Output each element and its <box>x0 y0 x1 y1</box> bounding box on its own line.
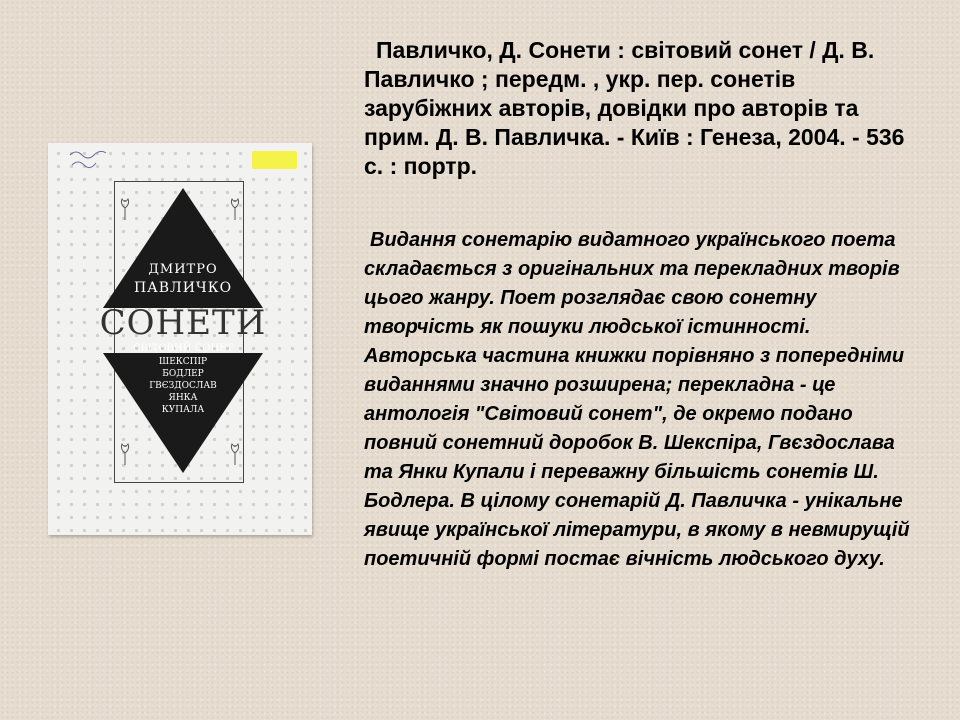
cover-name: ЯНКА <box>168 393 198 403</box>
cover-author <box>108 261 258 297</box>
book-annotation: Видання сонетарію видатного українського поета складається з оригінальних та перекладних творів цього жанру. Поет розглядає свою сонетну творчість як пошуки людської істинності. Авторська частина книжки порівняно з попередніми виданнями значно розширена; перекладна - це антологія "Світовий сонет", де окремо подано повний сонетний доробок В. Шекспіра, Гвєздослава та Янки Купали і переважну більшість сонетів Ш. Бодлера. В цілому сонетарій Д. Павличка - унікальне явище української літератури, в якому в невмирущій поетичній формі постає вічність людського духу. <box>364 229 910 570</box>
cover-name: ГВЄЗДОСЛАВ <box>149 381 217 391</box>
cover-author-last: ПАВЛИЧКО <box>133 280 233 296</box>
book-cover <box>48 143 312 535</box>
library-sticker <box>252 151 297 169</box>
tulip-ornament-icon <box>230 198 240 220</box>
tulip-ornament-icon <box>230 443 240 465</box>
bibliographic-citation: Павличко, Д. Сонети : світовий сонет / Д. В. Павличко ; передм. , укр. пер. сонетів зарубіжних авторів, довідки про авторів та прим. Д. В. Павличка. - Київ : Генеза, 2004. - 536 с. : портр. <box>364 37 905 179</box>
cover-names <box>118 343 248 416</box>
tulip-ornament-icon <box>120 443 130 465</box>
cover-name: ШЕКСПІР <box>158 357 208 367</box>
handwritten-mark <box>68 147 108 173</box>
cover-name: БОДЛЕР <box>162 369 204 379</box>
cover-author-first: ДМИТРО <box>148 262 218 277</box>
cover-name: КУПАЛА <box>161 405 205 415</box>
cover-title: СОНЕТИ <box>99 303 267 343</box>
tulip-ornament-icon <box>120 198 130 220</box>
cover-series: СВІТОВИЙ СОНЕТ <box>132 343 234 354</box>
